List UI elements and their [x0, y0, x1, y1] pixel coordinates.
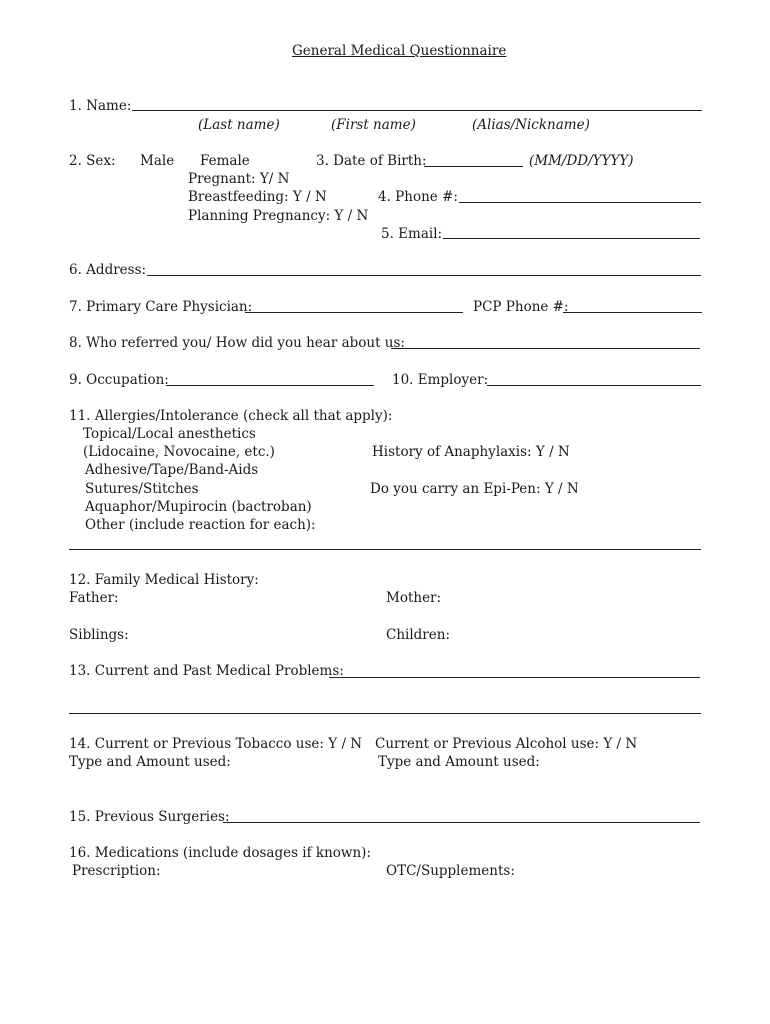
allergy-option-adhesive[interactable]: Adhesive/Tape/Band-Aids — [85, 462, 259, 478]
employer-field[interactable] — [487, 385, 701, 386]
referral-label: 8. Who referred you/ How did you hear about us: — [69, 335, 405, 351]
email-field[interactable] — [443, 238, 700, 239]
medical-problems-label: 13. Current and Past Medical Problems: — [69, 663, 344, 679]
first-name-hint: (First name) — [331, 117, 416, 133]
surgeries-field[interactable] — [223, 822, 700, 823]
allergy-option-sutures[interactable]: Sutures/Stitches — [85, 481, 199, 497]
email-label: 5. Email: — [381, 226, 443, 242]
medical-problems-field-line-2[interactable] — [69, 713, 701, 714]
medications-label: 16. Medications (include dosages if known): — [69, 845, 371, 861]
sex-option-male[interactable]: Male — [140, 153, 175, 169]
alcohol-question: Current or Previous Alcohol use: Y / N — [375, 736, 638, 752]
address-label: 6. Address: — [69, 262, 147, 278]
address-field[interactable] — [147, 275, 701, 276]
occupation-label: 9. Occupation: — [69, 372, 169, 388]
dob-field[interactable] — [424, 166, 523, 167]
anaphylaxis-question: History of Anaphylaxis: Y / N — [372, 444, 570, 460]
pcp-field[interactable] — [245, 312, 463, 313]
tobacco-type-label: Type and Amount used: — [69, 754, 231, 770]
pcp-phone-label: PCP Phone #: — [473, 299, 569, 315]
name-label: 1. Name: — [69, 98, 132, 114]
allergy-option-topical-examples: (Lidocaine, Novocaine, etc.) — [83, 444, 275, 460]
children-label: Children: — [386, 627, 450, 643]
occupation-field[interactable] — [166, 385, 374, 386]
surgeries-label: 15. Previous Surgeries: — [69, 809, 230, 825]
allergy-option-aquaphor[interactable]: Aquaphor/Mupirocin (bactroban) — [85, 499, 312, 515]
alcohol-type-label: Type and Amount used: — [378, 754, 540, 770]
phone-field[interactable] — [459, 202, 701, 203]
sex-option-female[interactable]: Female — [200, 153, 250, 169]
allergy-option-other[interactable]: Other (include reaction for each): — [85, 517, 316, 533]
family-history-label: 12. Family Medical History: — [69, 572, 259, 588]
prescription-label: Prescription: — [72, 863, 161, 879]
dob-format-hint: (MM/DD/YYYY) — [529, 153, 634, 169]
name-field[interactable] — [132, 110, 702, 111]
employer-label: 10. Employer: — [392, 372, 489, 388]
mother-label: Mother: — [386, 590, 442, 606]
alias-hint: (Alias/Nickname) — [472, 117, 590, 133]
pcp-phone-field[interactable] — [563, 312, 702, 313]
page-title: General Medical Questionnaire — [292, 43, 507, 59]
father-label: Father: — [69, 590, 119, 606]
referral-field[interactable] — [391, 348, 700, 349]
phone-label: 4. Phone #: — [378, 189, 458, 205]
last-name-hint: (Last name) — [198, 117, 280, 133]
dob-label: 3. Date of Birth: — [316, 153, 427, 169]
otc-label: OTC/Supplements: — [386, 863, 515, 879]
tobacco-question: 14. Current or Previous Tobacco use: Y / N — [69, 736, 363, 752]
siblings-label: Siblings: — [69, 627, 129, 643]
planning-pregnancy-question: Planning Pregnancy: Y / N — [188, 208, 369, 224]
allergy-option-topical[interactable]: Topical/Local anesthetics — [83, 426, 256, 442]
allergies-label: 11. Allergies/Intolerance (check all that apply): — [69, 408, 393, 424]
pcp-label: 7. Primary Care Physician: — [69, 299, 253, 315]
pregnant-question: Pregnant: Y/ N — [188, 171, 290, 187]
breastfeeding-question: Breastfeeding: Y / N — [188, 189, 327, 205]
medical-problems-field[interactable] — [329, 677, 700, 678]
sex-label: 2. Sex: — [69, 153, 116, 169]
epipen-question: Do you carry an Epi-Pen: Y / N — [370, 481, 579, 497]
allergy-other-field[interactable] — [69, 549, 701, 550]
